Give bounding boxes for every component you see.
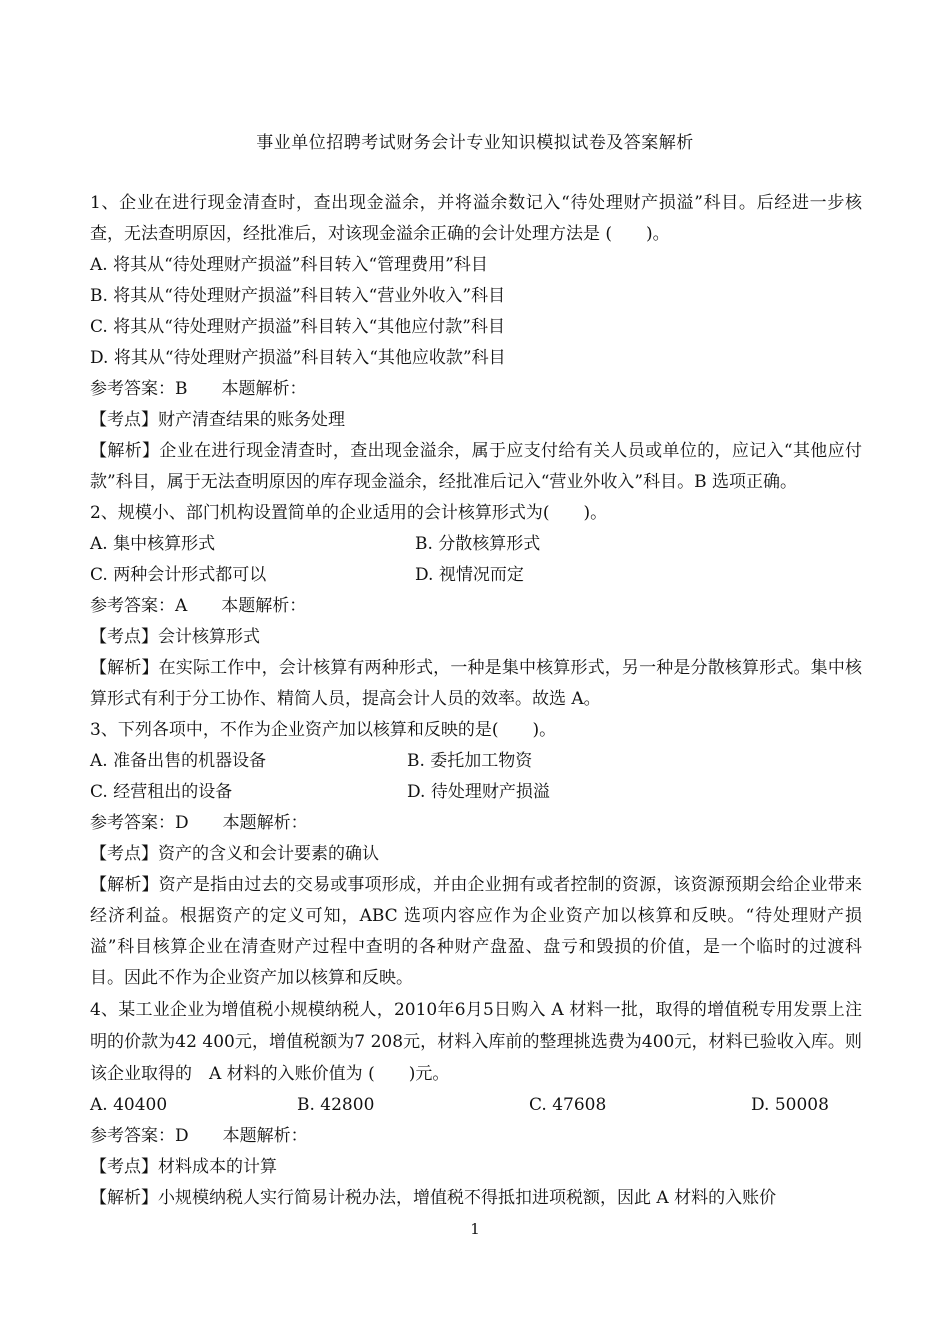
question-4-analysis: 【解析】小规模纳税人实行简易计税办法，增值税不得抵扣进项税额，因此 A 材料的入账价: [90, 1188, 777, 1208]
question-2-option-a: A. 集中核算形式: [90, 534, 216, 554]
question-3-point: 【考点】资产的含义和会计要素的确认: [90, 844, 379, 864]
question-1-point: 【考点】财产清查结果的账务处理: [90, 410, 345, 430]
question-4-options-row: [90, 1090, 862, 1121]
question-4-answer: 参考答案：D 本题解析：: [90, 1126, 308, 1146]
question-3-stem: 3、下列各项中，不作为企业资产加以核算和反映的是( )。: [90, 720, 557, 740]
question-1-answer: 参考答案：B 本题解析：: [90, 379, 307, 399]
question-1-option-d: D. 将其从“待处理财产损溢”科目转入“其他应收款”科目: [90, 348, 506, 368]
page-title: 事业单位招聘考试财务会计专业知识模拟试卷及答案解析: [256, 133, 694, 153]
question-3-analysis: 【解析】资产是指由过去的交易或事项形成，并由企业拥有或者控制的资源，该资源预期会给企业带来经济利益。根据资产的定义可知，ABC 选项内容应作为企业资产加以核算和反映。“待处理财产损溢”科目核算企业在清查财产过程中查明的各种财产盘盈、盘亏和毁损的价值，是一个临时的过渡科目。因此不作为企业资产加以核算和反映。: [90, 875, 862, 988]
question-2-option-d: D. 视情况而定: [415, 565, 524, 585]
question-4-option-a: A. 40400: [90, 1095, 168, 1115]
question-2-answer: 参考答案：A 本题解析：: [90, 596, 307, 616]
question-1-option-c: C. 将其从“待处理财产损溢”科目转入“其他应付款”科目: [90, 317, 505, 337]
question-2-stem: 2、规模小、部门机构设置简单的企业适用的会计核算形式为( )。: [90, 503, 608, 523]
question-4-option-b: B. 42800: [297, 1095, 375, 1115]
question-1-stem: 1、企业在进行现金清查时，查出现金溢余，并将溢余数记入“待处理财产损溢”科目。后经进一步核查，无法查明原因，经批准后，对该现金溢余正确的会计处理方法是 ( )。: [90, 193, 862, 244]
document-body: [90, 188, 862, 1214]
question-2-option-b: B. 分散核算形式: [415, 534, 541, 554]
question-3-options-row-1: [90, 746, 862, 777]
question-3-answer: 参考答案：D 本题解析：: [90, 813, 308, 833]
question-3-option-b: B. 委托加工物资: [407, 751, 533, 771]
question-2-point: 【考点】会计核算形式: [90, 627, 260, 647]
question-4-point: 【考点】材料成本的计算: [90, 1157, 277, 1177]
question-2-options-row-2: [90, 560, 862, 591]
question-1-option-b: B. 将其从“待处理财产损溢”科目转入“营业外收入”科目: [90, 286, 506, 306]
page-number: 1: [470, 1220, 480, 1238]
question-2-options-row-1: [90, 529, 862, 560]
question-3-option-c: C. 经营租出的设备: [90, 782, 233, 802]
question-1-option-a: A. 将其从“待处理财产损溢”科目转入“管理费用”科目: [90, 255, 488, 275]
question-4-option-d: D. 50008: [751, 1095, 829, 1115]
question-2-analysis: 【解析】在实际工作中，会计核算有两种形式，一种是集中核算形式，另一种是分散核算形式。集中核算形式有利于分工协作、精简人员，提高会计人员的效率。故选 A。: [90, 658, 862, 709]
question-3-option-a: A. 准备出售的机器设备: [90, 751, 267, 771]
question-2-option-c: C. 两种会计形式都可以: [90, 565, 267, 585]
question-1-analysis: 【解析】企业在进行现金清查时，查出现金溢余，属于应支付给有关人员或单位的，应记入“其他应付款”科目，属于无法查明原因的库存现金溢余，经批准后记入“营业外收入”科目。B 选项正确。: [90, 441, 862, 492]
question-3-option-d: D. 待处理财产损溢: [407, 782, 550, 802]
question-4-stem: 4、某工业企业为增值税小规模纳税人，2010年6月5日购入 A 材料一批，取得的增值税专用发票上注明的价款为42 400元，增值税额为7 208元，材料入库前的整理挑选费为400元，材料已验收入库。则该企业取得的 A 材料的入账价值为 ( )元。: [90, 1000, 862, 1084]
question-4-option-c: C. 47608: [529, 1095, 607, 1115]
question-3-options-row-2: [90, 777, 862, 808]
